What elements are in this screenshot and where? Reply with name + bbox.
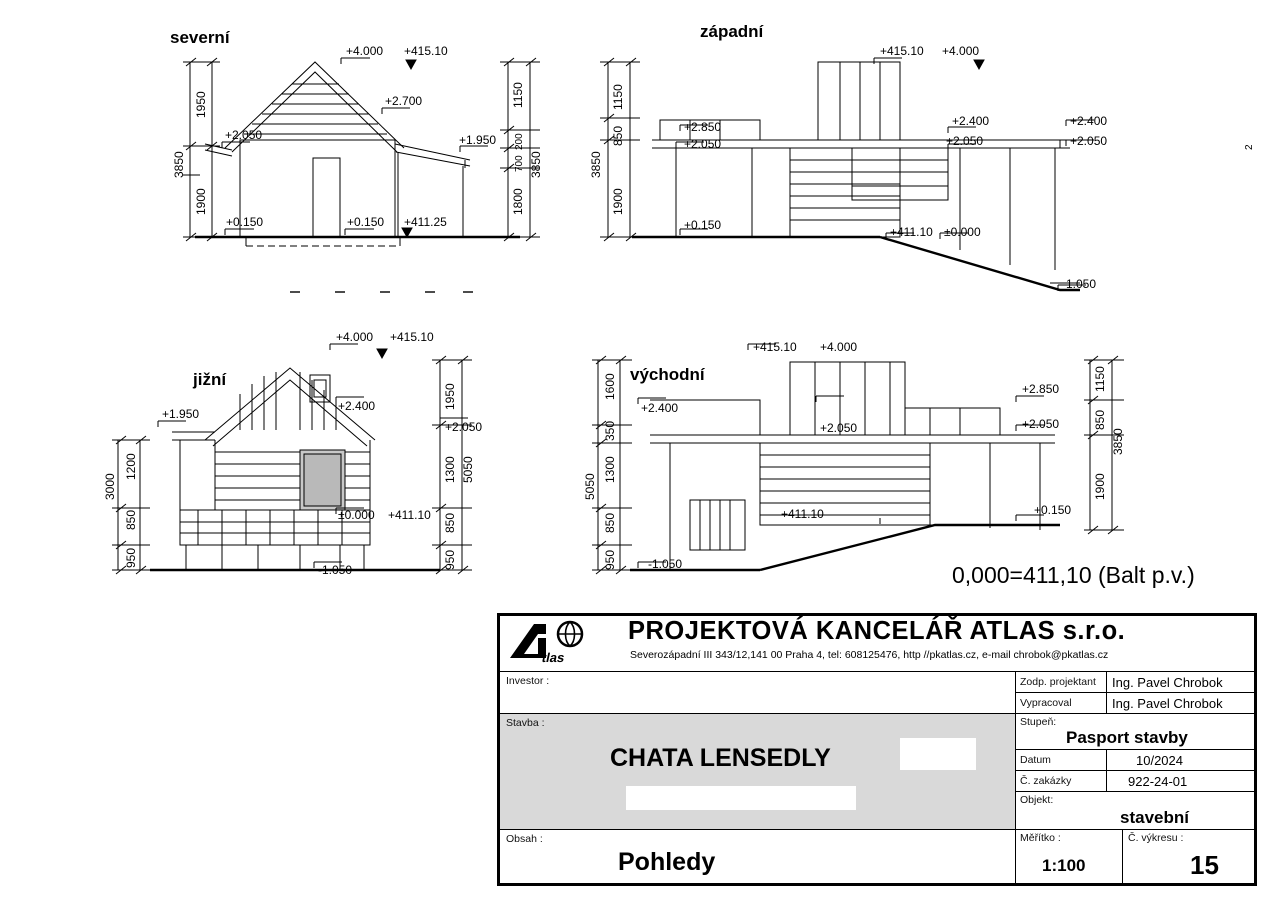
level-text: +0.150 bbox=[347, 215, 385, 229]
dim-text: 1600 bbox=[603, 373, 617, 400]
level-text: 2 bbox=[1244, 144, 1255, 150]
level-text: +2.400 bbox=[338, 399, 376, 413]
dim-text: 1300 bbox=[603, 456, 617, 483]
level-text: +415.10 bbox=[390, 330, 434, 344]
level-text: +4.000 bbox=[942, 44, 980, 58]
level-text: +0.150 bbox=[226, 215, 264, 229]
dim-text: 1900 bbox=[611, 188, 625, 215]
level-text: +1.950 bbox=[162, 407, 200, 421]
level-text: -1.050 bbox=[318, 563, 353, 577]
dim-text: 3000 bbox=[103, 473, 117, 500]
level-text: +411.25 bbox=[404, 215, 447, 229]
dim-text: 950 bbox=[443, 549, 457, 570]
level-text: +415.10 bbox=[404, 44, 448, 58]
zodp-label: Zodp. projektant bbox=[1020, 676, 1096, 688]
stupen-value: Pasport stavby bbox=[1066, 728, 1188, 747]
obsah-label: Obsah : bbox=[506, 833, 543, 845]
title-block-left bbox=[500, 672, 1016, 886]
zodp-value: Ing. Pavel Chrobok bbox=[1112, 675, 1223, 690]
vykres-value: 15 bbox=[1190, 850, 1219, 880]
stavba-row bbox=[500, 714, 1015, 830]
dim-text: 1200 bbox=[124, 453, 138, 480]
stupen-label: Stupeň: bbox=[1020, 716, 1057, 728]
dim-text: 850 bbox=[603, 512, 617, 533]
dim-text: 1300 bbox=[443, 456, 457, 483]
company-address: Severozápadní III 343/12,141 00 Praha 4, tel: 608125476, http //pkatlas.cz, e-mail chrobok@pkatlas.cz bbox=[630, 649, 1109, 661]
stavba-label: Stavba : bbox=[506, 717, 545, 729]
divider bbox=[1106, 672, 1107, 692]
level-text: +411.10 bbox=[890, 225, 933, 239]
objekt-value: stavební bbox=[1120, 808, 1189, 827]
level-text: +415.10 bbox=[753, 340, 797, 354]
level-text: +2.400 bbox=[641, 401, 679, 415]
dim-text: 1950 bbox=[443, 383, 457, 410]
zakazka-row bbox=[1016, 771, 1254, 792]
svg-text:tlas: tlas bbox=[540, 650, 566, 665]
zakazka-value: 922-24-01 bbox=[1128, 774, 1188, 789]
dim-text: 1150 bbox=[511, 82, 525, 108]
level-text: +2.700 bbox=[385, 94, 423, 108]
title-block-right bbox=[1016, 672, 1254, 886]
title-block-body bbox=[500, 672, 1254, 886]
stupen-row bbox=[1016, 714, 1254, 750]
divider bbox=[1106, 750, 1107, 770]
divider bbox=[1122, 830, 1123, 886]
obsah-row bbox=[500, 830, 1015, 886]
level-text: +2.050 bbox=[946, 134, 984, 148]
level-text: +2.850 bbox=[684, 120, 722, 134]
level-text: +2.400 bbox=[952, 114, 990, 128]
stavba-redaction-1 bbox=[900, 738, 976, 770]
title-block bbox=[497, 613, 1257, 886]
meritko-label: Měřítko : bbox=[1020, 832, 1061, 844]
datum-value: 10/2024 bbox=[1136, 753, 1183, 768]
vypracoval-row bbox=[1016, 693, 1254, 714]
level-text: +4.000 bbox=[336, 330, 374, 344]
stavba-value: CHATA LENSEDLY bbox=[610, 744, 831, 772]
dim-text: 1800 bbox=[511, 188, 525, 215]
dim-text: 3850 bbox=[589, 151, 603, 178]
dim-text: 1150 bbox=[611, 84, 625, 110]
dim-text: 1900 bbox=[194, 188, 208, 215]
stavba-redaction-2 bbox=[626, 786, 856, 810]
zodp-row bbox=[1016, 672, 1254, 693]
vypracoval-label: Vypracoval bbox=[1020, 697, 1072, 709]
level-text: +4.000 bbox=[346, 44, 384, 58]
dim-text: 3850 bbox=[1111, 428, 1125, 455]
zakazka-label: Č. zakázky bbox=[1020, 775, 1072, 787]
dim-text: 950 bbox=[603, 549, 617, 570]
obsah-value: Pohledy bbox=[618, 848, 716, 876]
level-text: +2.050 bbox=[225, 128, 263, 142]
level-text: +2.850 bbox=[1022, 382, 1060, 396]
level-text: -1.050 bbox=[1062, 277, 1097, 291]
datum-label: Datum bbox=[1020, 754, 1051, 766]
level-text: +2.050 bbox=[684, 137, 722, 151]
dim-text: 850 bbox=[124, 509, 138, 530]
dim-text: 200 bbox=[514, 133, 525, 150]
level-text: +1.950 bbox=[459, 133, 497, 147]
level-text: +4.000 bbox=[820, 340, 858, 354]
dim-text: 5050 bbox=[461, 456, 475, 483]
level-text: +2.050 bbox=[1070, 134, 1108, 148]
dim-text: 850 bbox=[1093, 409, 1107, 430]
investor-label: Investor : bbox=[506, 675, 550, 687]
investor-row bbox=[500, 672, 1015, 714]
level-text: -1.050 bbox=[648, 557, 683, 571]
dim-text: 850 bbox=[443, 512, 457, 533]
dim-text: 700 bbox=[514, 155, 525, 172]
dim-text: 850 bbox=[611, 125, 625, 146]
level-text: +2.050 bbox=[445, 420, 483, 434]
dim-text: 950 bbox=[124, 547, 138, 568]
view-title-west: západní bbox=[700, 22, 764, 41]
meritko-vykres-row bbox=[1016, 830, 1254, 886]
level-text: +2.050 bbox=[820, 421, 858, 435]
level-text: +0.150 bbox=[684, 218, 722, 232]
meritko-value: 1:100 bbox=[1042, 856, 1086, 875]
view-title-north: severní bbox=[170, 28, 230, 47]
vykres-label: Č. výkresu : bbox=[1128, 832, 1184, 844]
level-text: ±0.000 bbox=[338, 508, 375, 522]
title-block-header bbox=[500, 616, 1254, 672]
view-title-east: východní bbox=[630, 365, 705, 384]
dim-text: 350 bbox=[603, 420, 617, 441]
dim-text: 1150 bbox=[1093, 366, 1107, 392]
dim-text: 5050 bbox=[583, 473, 597, 500]
datum-row bbox=[1016, 750, 1254, 771]
datum-note: 0,000=411,10 (Balt p.v.) bbox=[952, 562, 1195, 588]
dim-text: 3850 bbox=[529, 151, 543, 178]
vypracoval-value: Ing. Pavel Chrobok bbox=[1112, 696, 1223, 711]
objekt-label: Objekt: bbox=[1020, 794, 1054, 806]
level-text: +0.150 bbox=[1034, 503, 1072, 517]
atlas-globe-logo bbox=[508, 620, 618, 666]
level-text: +411.10 bbox=[781, 507, 824, 521]
level-text: +2.050 bbox=[1022, 417, 1060, 431]
level-text: +415.10 bbox=[880, 44, 924, 58]
level-text: ±0.000 bbox=[944, 225, 981, 239]
dim-text: 3850 bbox=[172, 151, 186, 178]
divider bbox=[1106, 771, 1107, 791]
investor-redaction bbox=[600, 684, 840, 706]
dim-text: 1900 bbox=[1093, 473, 1107, 500]
level-text: +411.10 bbox=[388, 508, 431, 522]
dim-text: 1950 bbox=[194, 91, 208, 118]
divider bbox=[1106, 693, 1107, 713]
view-title-south: jižní bbox=[193, 370, 227, 389]
objekt-row bbox=[1016, 792, 1254, 830]
level-text: +2.400 bbox=[1070, 114, 1108, 128]
company-name: PROJEKTOVÁ KANCELÁŘ ATLAS s.r.o. bbox=[628, 617, 1126, 645]
